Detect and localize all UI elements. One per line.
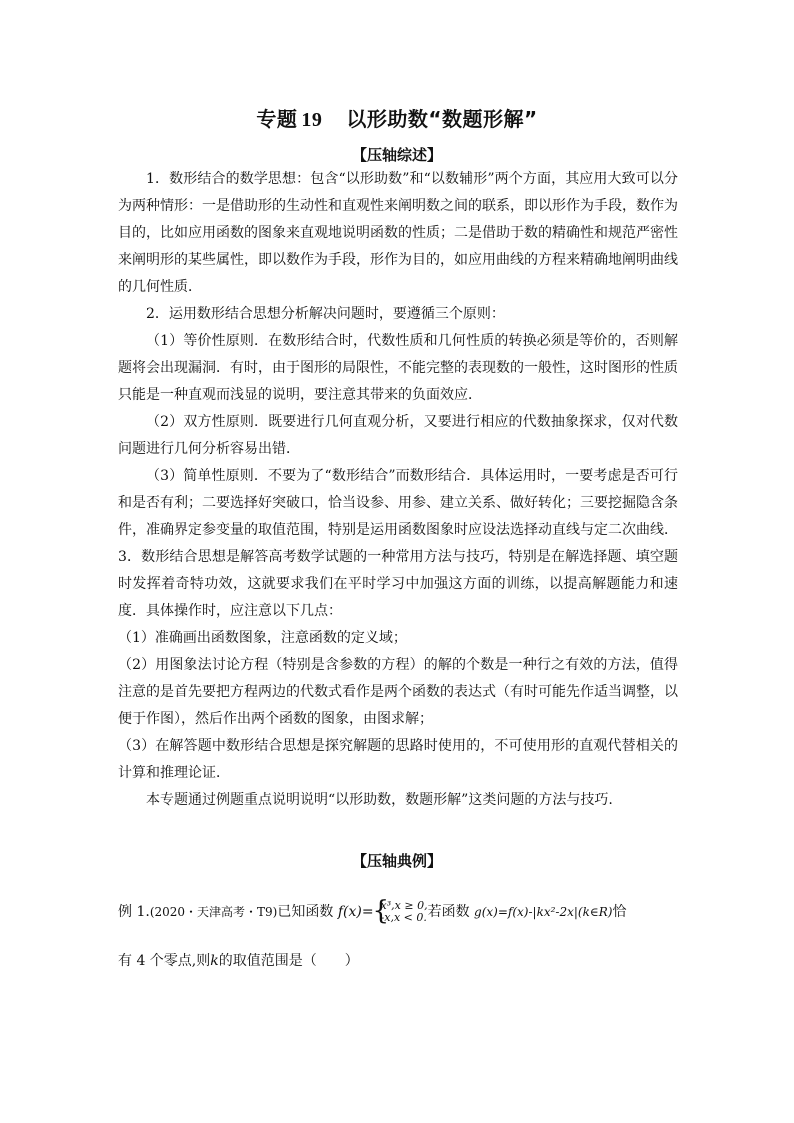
example-line2-a: 有 4 个零点,则 <box>118 953 211 969</box>
examples-heading: 【压轴典例】 <box>351 852 442 870</box>
example-line2-b: 的取值范围是（ ） <box>218 953 359 969</box>
example-source: (2020・天津高考・T9) <box>149 905 278 919</box>
piecewise-definition <box>374 900 428 924</box>
param-k: k <box>210 953 219 969</box>
paragraph-8: （2）用图象法讨论方程（特别是含参数的方程）的解的个数是一种行之有效的方法，值得注意的是首先要把方程两边的代数式看作是两个函数的表达式（有时可能先作适当调整，以便于作图），然后作出两个函数的图象，由图求解； <box>118 657 678 727</box>
piecewise-case-1: { x³,x ≥ 0, <box>380 899 428 912</box>
title-number: 19 <box>301 109 323 131</box>
function-g: g(x)=f(x)-|kx²-2x|(k∈R) <box>474 905 613 919</box>
title-text: 以形助数“数题形解” <box>346 107 538 131</box>
summary-heading: 【压轴综述】 <box>351 146 442 164</box>
example-mid: 若函数 <box>427 904 470 920</box>
summary-body <box>118 166 678 814</box>
piecewise-case-2: -x,x < 0. <box>380 911 427 924</box>
paragraph-5: （3）简单性原则．不要为了“数形结合”而数形结合．具体运用时，一要考虑是否可行和是否有利；二要选择好突破口，恰当设参、用参、建立关系、做好转化；三要挖掘隐含条件，准确界定参变量的取值范围，特别是运用函数图象时应设法选择动直线与定二次曲线． <box>118 468 678 538</box>
paragraph-2: 2．运用数形结合思想分析解决问题时，要遵循三个原则： <box>146 306 505 322</box>
paragraph-10: 本专题通过例题重点说明说明“以形助数，数题形解”这类问题的方法与技巧. <box>146 792 613 808</box>
paragraph-3: （1）等价性原则．在数形结合时，代数性质和几何性质的转换必须是等价的，否则解题将会出现漏洞．有时，由于图形的局限性，不能完整的表现数的一般性，这时图形的性质只能是一种直观而浅显的说明，要注意其带来的负面效应． <box>118 333 678 403</box>
paragraph-1: 1．数形结合的数学思想：包含“以形助数”和“以数辅形”两个方面，其应用大致可以分为两种情形：一是借助形的生动性和直观性来阐明数之间的联系，即以形作为手段，数作为目的，比如应用函数的图象来直观地说明函数的性质；二是借助于数的精确性和规范严密性来阐明形的某些属性，即以数作为手段，形作为目的，如应用曲线的方程来精确地阐明曲线的几何性质． <box>118 171 678 295</box>
example-tail: 恰 <box>612 904 627 920</box>
example-1 <box>118 900 678 970</box>
example-lead: 已知函数 <box>277 904 334 920</box>
paragraph-6: 3．数形结合思想是解答高考数学试题的一种常用方法与技巧，特别是在解选择题、填空题时发挥着奇特功效，这就要求我们在平时学习中加强这方面的训练，以提高解题能力和速度．具体操作时，应注意以下几点： <box>118 549 678 619</box>
title-prefix: 专题 <box>256 107 298 131</box>
example-line-1 <box>118 900 678 924</box>
page-title <box>0 103 794 132</box>
example-line-2 <box>118 952 678 970</box>
paragraph-4: （2）双方性原则．既要进行几何直观分析，又要进行相应的代数抽象探求，仅对代数问题进行几何分析容易出错． <box>118 414 678 457</box>
function-f: f(x)= <box>337 904 374 920</box>
paragraph-7: （1）准确画出函数图象，注意函数的定义域； <box>118 630 407 646</box>
example-label: 例 1. <box>118 904 150 920</box>
paragraph-9: （3）在解答题中数形结合思想是探究解题的思路时使用的，不可使用形的直观代替相关的计算和推理论证． <box>118 738 678 781</box>
